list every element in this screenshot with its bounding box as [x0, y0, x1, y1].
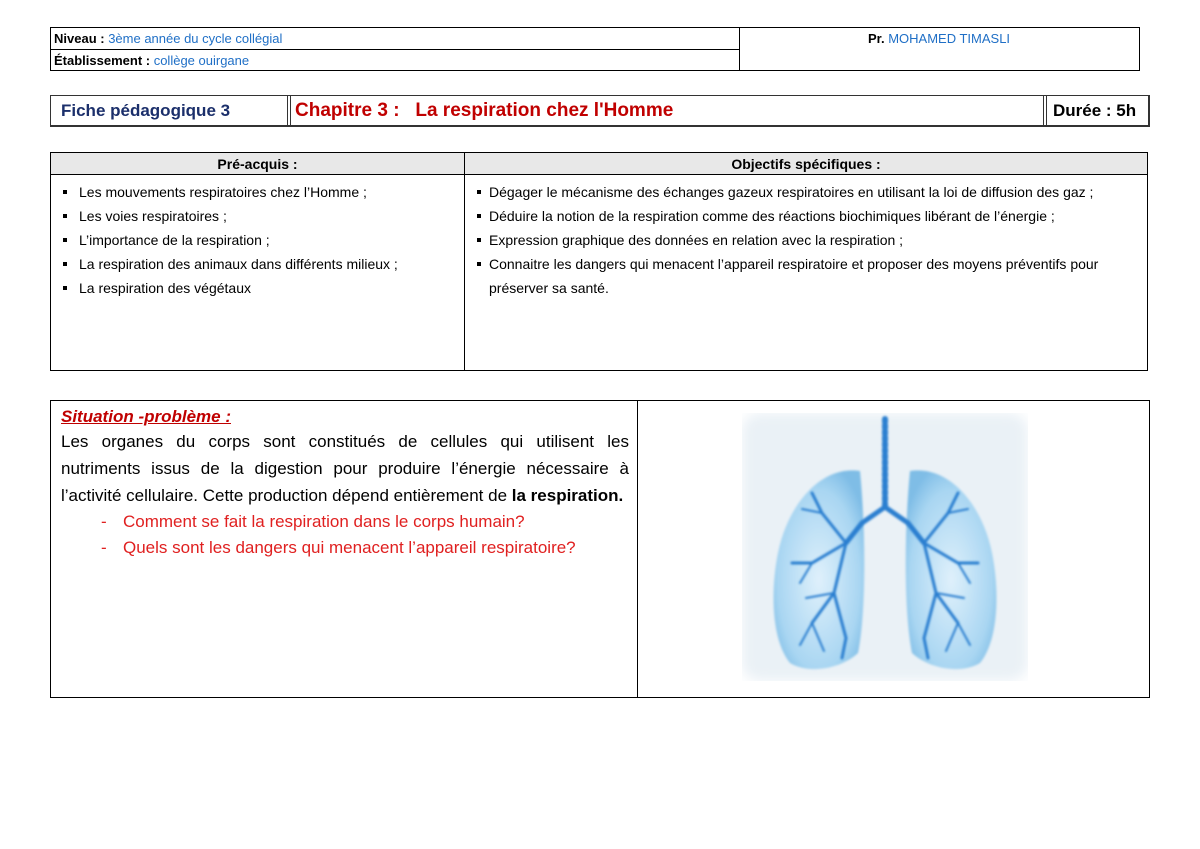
- question-item: - Comment se fait la respiration dans le corps humain?: [101, 509, 629, 535]
- situation-paragraph: [61, 428, 644, 509]
- illustration-cell: [638, 401, 1149, 697]
- preacquis-column: [51, 175, 465, 370]
- list-item: La respiration des animaux dans différents milieux ;: [61, 252, 458, 276]
- objectifs-column: [465, 175, 1147, 370]
- title-bar: [50, 95, 1150, 127]
- professor-label: Pr.: [867, 31, 889, 46]
- question-list: [61, 509, 629, 561]
- fiche-title: Fiche pédagogique 3: [51, 96, 288, 125]
- question-item: - Quels sont les dangers qui menacent l’appareil respiratoire?: [101, 535, 629, 561]
- preacquis-header: Pré-acquis :: [51, 153, 465, 175]
- niveau-label: Niveau :: [54, 31, 109, 46]
- etablissement-row: [51, 49, 739, 70]
- list-item: Connaitre les dangers qui menacent l’appareil respiratoire et proposer des moyens préventifs pour préserver sa santé.: [477, 252, 1137, 300]
- list-item: Les voies respiratoires ;: [61, 204, 458, 228]
- list-item: Expression graphique des données en relation avec la respiration ;: [477, 228, 1137, 252]
- lungs-icon: [742, 413, 1028, 681]
- list-item: L’importance de la respiration ;: [61, 228, 458, 252]
- situation-box: [50, 400, 1150, 698]
- list-item: La respiration des végétaux: [61, 276, 458, 300]
- objectifs-list: [477, 180, 1137, 300]
- list-item: Les mouvements respiratoires chez l’Homme ;: [61, 180, 458, 204]
- etablissement-value: collège ouirgane: [153, 53, 250, 68]
- lungs-illustration: [742, 413, 1028, 681]
- header-table: [50, 27, 1140, 71]
- chapter-title: Chapitre 3 : La respiration chez l'Homme: [290, 96, 1044, 125]
- objectives-table: [50, 152, 1148, 371]
- niveau-value: 3ème année du cycle collégial: [108, 31, 283, 46]
- situation-text: Les organes du corps sont constitués de cellules qui utilisent les nutriments issus de la digestion pour produire l’énergie nécessaire à l’activité cellulaire. Cette production dépend entièrement de: [61, 432, 644, 505]
- objectifs-header: Objectifs spécifiques :: [465, 153, 1147, 175]
- professor-name: MOHAMED TIMASLI: [888, 31, 1011, 46]
- list-item: Déduire la notion de la respiration comme des réactions biochimiques libérant de l’énergie ;: [477, 204, 1137, 228]
- situation-text-cell: [51, 401, 644, 697]
- situation-title: Situation -problème :: [61, 407, 231, 426]
- niveau-row: [51, 28, 739, 49]
- preacquis-list: [61, 180, 458, 300]
- situation-text-bold: la respiration.: [511, 486, 624, 505]
- professor-cell: [739, 28, 1139, 49]
- header-left: [51, 28, 740, 70]
- list-item: Dégager le mécanisme des échanges gazeux respiratoires en utilisant la loi de diffusion des gaz ;: [477, 180, 1137, 204]
- duration: Durée : 5h: [1046, 96, 1148, 125]
- etablissement-label: Établissement :: [54, 53, 154, 68]
